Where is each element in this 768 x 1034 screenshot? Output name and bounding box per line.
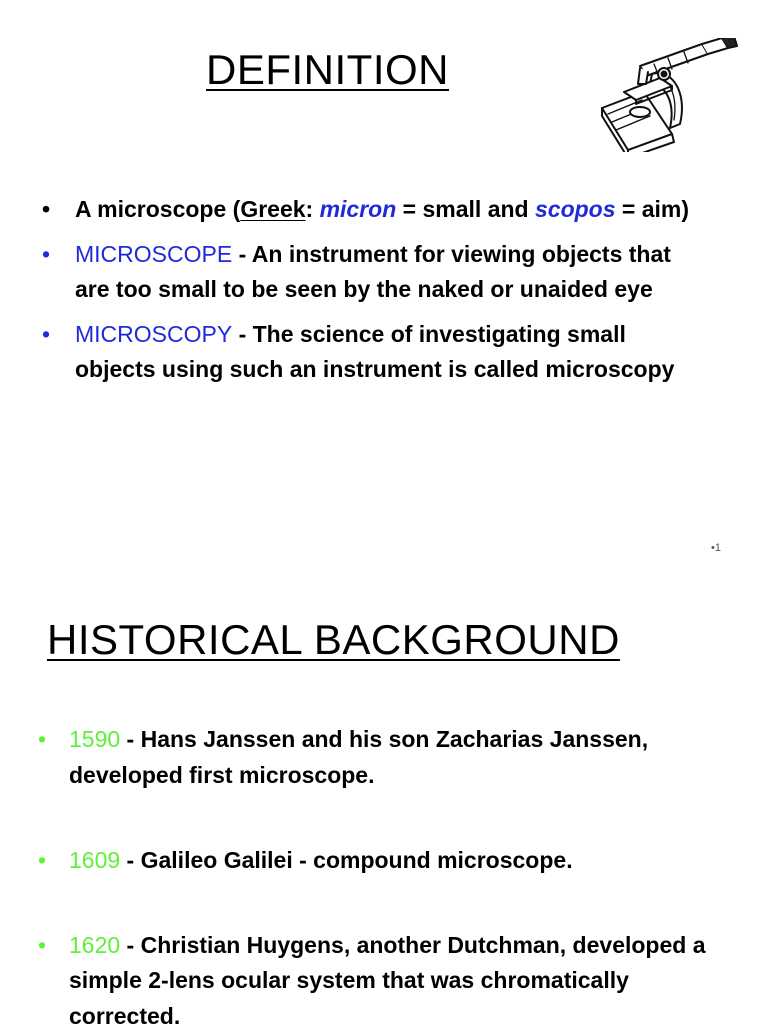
term-scopos: scopos [535,196,616,222]
slide-title: DEFINITION [206,46,449,94]
year-label: 1590 [69,726,120,752]
list-item [42,237,702,308]
list-item [38,722,738,793]
bullet-text: : [306,196,320,222]
bullet-icon: • [38,843,46,879]
term-micron: micron [320,196,397,222]
term-microscope: MICROSCOPE [75,241,232,267]
list-item [42,192,702,228]
bullet-icon: • [42,192,50,228]
slide-title: HISTORICAL BACKGROUND [47,616,620,664]
list-item [42,317,702,388]
bullet-icon: • [38,722,46,758]
definition-list [42,192,702,397]
bullet-icon: • [38,928,46,964]
page-number: •1 [711,542,721,554]
slide-historical-background [0,570,768,1024]
bullet-icon: • [42,317,50,353]
bullet-text: = aim) [616,196,690,222]
bullet-icon: • [42,237,50,273]
greek-word: Greek [240,196,305,222]
list-item [38,843,738,879]
bullet-text: - Hans Janssen and his son Zacharias Janssen, developed first microscope. [69,726,648,788]
bullet-text: = small and [396,196,535,222]
bullet-text: A microscope ( [75,196,240,222]
list-item [38,928,738,1034]
bullet-text: - Christian Huygens, another Dutchman, developed a simple 2-lens ocular system that was chromatically corrected. [69,932,706,1029]
bullet-text: - An instrument for viewing objects that are too small to be seen by the naked or unaided eye [75,241,671,303]
bullet-text: - Galileo Galilei - compound microscope. [120,847,572,873]
bullet-text: - The science of investigating small objects using such an instrument is called microscopy [75,321,674,383]
term-microscopy: MICROSCOPY [75,321,232,347]
page-number-value: 1 [715,542,721,554]
microscope-icon [598,38,738,152]
history-list [38,722,738,1034]
year-label: 1609 [69,847,120,873]
year-label: 1620 [69,932,120,958]
